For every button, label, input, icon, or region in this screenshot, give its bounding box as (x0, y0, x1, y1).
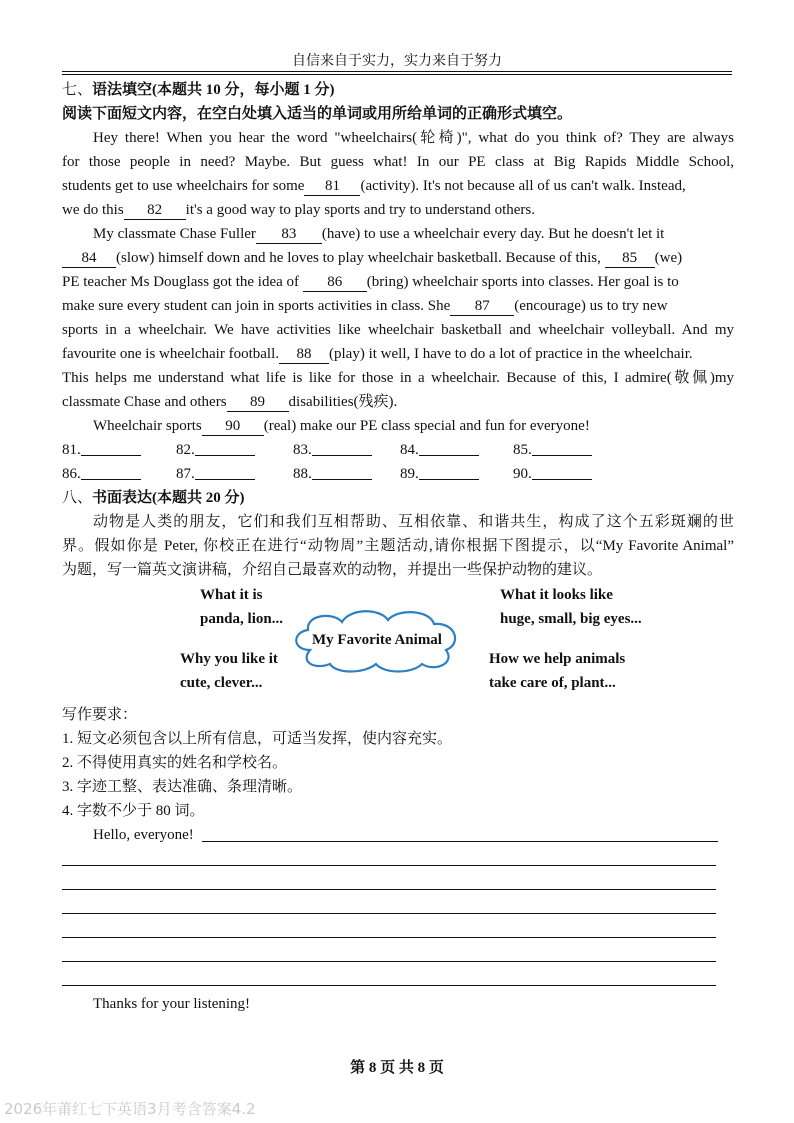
blank-88: 88 (279, 345, 329, 364)
essay-opening: Hello, everyone! (93, 827, 194, 843)
requirement-item: 2. 不得使用真实的姓名和学校名。 (62, 755, 288, 771)
answer-line-90[interactable]: 90. (513, 462, 592, 486)
passage-line: students get to use wheelchairs for some 81 (activity). It's not because all of us can't walk. Instead, (62, 178, 686, 194)
answer-line-89[interactable]: 89. (400, 462, 479, 486)
page-number: 第 8 页 共 8 页 (350, 1060, 444, 1076)
answer-line-84[interactable]: 84. (400, 438, 479, 462)
requirement-item: 4. 字数不少于 80 词。 (62, 803, 205, 819)
blank-84: 84 (62, 249, 116, 268)
blank-85: 85 (605, 249, 655, 268)
passage-line: favourite one is wheelchair football. 88 (play) it well, I have to do a lot of practice in the wheelchair. (62, 346, 693, 362)
answer-line-83[interactable]: 83. (293, 438, 372, 462)
blank-90: 90 (202, 417, 264, 436)
passage-line: for those people in need? Maybe. But guess what! In our PE class at Big Rapids Middle School, (62, 154, 734, 170)
section8-intro: 动物是人类的朋友，它们和我们互相帮助、互相依靠、和谐共生，构成了这个五彩斑斓的世 (93, 514, 734, 530)
blank-82: 82 (124, 201, 186, 220)
section8-heading: 八、书面表达(本题共 20 分) (62, 490, 245, 506)
section8-intro: 界。假如你是 Peter, 你校正在进行“动物周”主题活动,请你根据下图提示，以“My Favorite Animal” (62, 538, 734, 554)
writing-line[interactable] (62, 913, 716, 914)
passage-line: My classmate Chase Fuller 83 (have) to use a wheelchair every day. But he doesn't let it (93, 226, 665, 242)
header-rule-thin (62, 74, 732, 75)
answer-line-85[interactable]: 85. (513, 438, 592, 462)
blank-87: 87 (450, 297, 514, 316)
writing-line[interactable] (62, 865, 716, 866)
blank-83: 83 (256, 225, 322, 244)
mindmap-what-it-is: What it is (200, 587, 263, 603)
passage-line: make sure every student can join in sports activities in class. She 87 (encourage) us to try new (62, 298, 668, 314)
blank-81: 81 (304, 177, 360, 196)
passage-line: sports in a wheelchair. We have activities like wheelchair basketball and wheelchair volleyball. And my (62, 322, 734, 338)
blank-89: 89 (227, 393, 289, 412)
mindmap-center: My Favorite Animal (312, 632, 442, 648)
section8-intro: 为题，写一篇英文演讲稿，介绍自己最喜欢的动物，并提出一些保护动物的建议。 (62, 562, 603, 578)
writing-line[interactable] (202, 841, 718, 842)
mindmap-why-like-hint: cute, clever... (180, 675, 263, 691)
passage-line: classmate Chase and others 89 disabilities(残疾). (62, 394, 398, 410)
writing-line[interactable] (62, 937, 716, 938)
passage-line: 84 (slow) himself down and he loves to play wheelchair basketball. Because of this, 85 (we) (62, 246, 734, 270)
writing-line[interactable] (62, 985, 716, 986)
passage-line: Wheelchair sports 90 (real) make our PE class special and fun for everyone! (93, 418, 590, 434)
mindmap-what-it-is-hint: panda, lion... (200, 611, 283, 627)
mindmap-how-help: How we help animals (489, 651, 626, 667)
section7-instruction: 阅读下面短文内容，在空白处填入适当的单词或用所给单词的正确形式填空。 (62, 106, 573, 122)
passage-line: Hey there! When you hear the word "wheelchairs(轮椅)", what do you think of? They are always (93, 130, 734, 146)
answer-line-88[interactable]: 88. (293, 462, 372, 486)
mindmap-how-help-hint: take care of, plant... (489, 675, 616, 691)
requirement-item: 3. 字迹工整、表达准确、条理清晰。 (62, 779, 303, 795)
passage-line: we do this 82 it's a good way to play sports and try to understand others. (62, 202, 535, 218)
answer-line-87[interactable]: 87. (176, 462, 255, 486)
writing-line[interactable] (62, 961, 716, 962)
page-header: 自信来自于实力，实力来自于努力 (292, 54, 502, 69)
watermark: 2026年莆红七下英语3月考含答案4.2 (4, 1100, 256, 1118)
header-rule-thick (62, 71, 732, 72)
requirement-item: 1. 短文必须包含以上所有信息，可适当发挥，使内容充实。 (62, 731, 453, 747)
section7-heading: 七、语法填空(本题共 10 分，每小题 1 分) (62, 82, 335, 98)
answer-line-81[interactable]: 81. (62, 438, 141, 462)
mindmap-looks-like: What it looks like (500, 587, 613, 603)
blank-86: 86 (303, 273, 367, 292)
requirements-title: 写作要求： (62, 707, 138, 723)
writing-line[interactable] (62, 889, 716, 890)
mindmap-why-like: Why you like it (180, 651, 278, 667)
essay-closing: Thanks for your listening! (93, 996, 251, 1012)
mindmap-looks-like-hint: huge, small, big eyes... (500, 611, 642, 627)
answer-line-86[interactable]: 86. (62, 462, 141, 486)
passage-line: This helps me understand what life is like for those in a wheelchair. Because of this, I admire(敬佩)my (62, 370, 734, 386)
passage-line: PE teacher Ms Douglass got the idea of 86 (bring) wheelchair sports into classes. Her goal is to (62, 274, 679, 290)
answer-line-82[interactable]: 82. (176, 438, 255, 462)
